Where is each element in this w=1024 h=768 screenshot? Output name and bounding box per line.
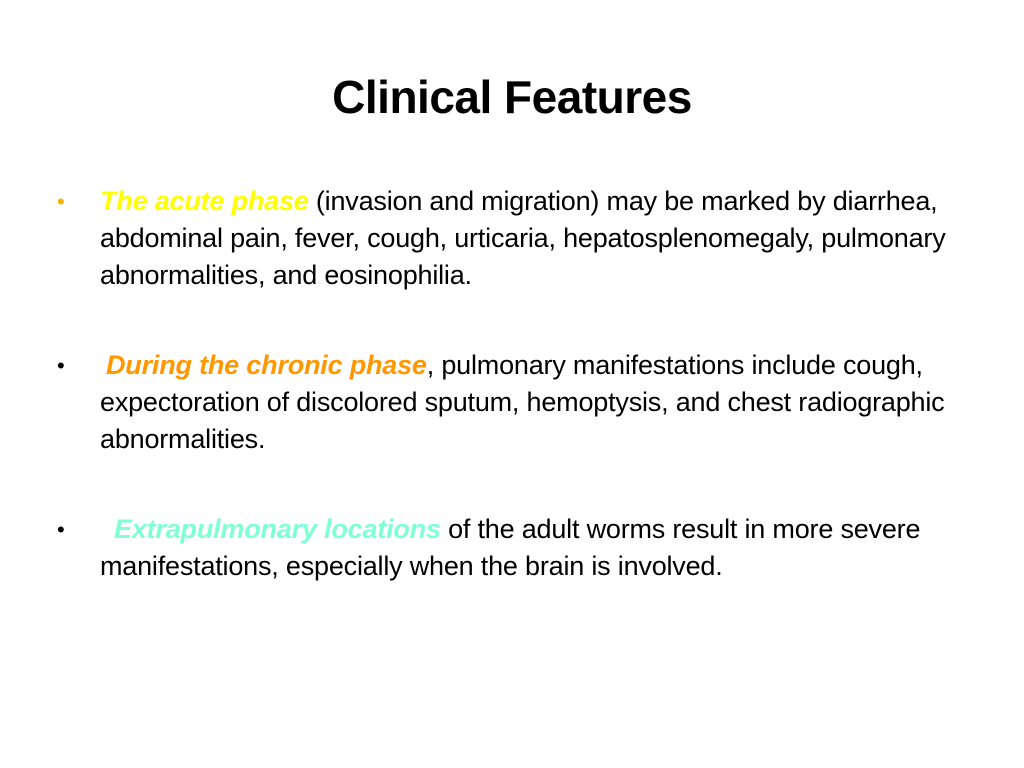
chronic-phase-text: , pulmonary manifestations include cough, expectoration of discolored sputum, hemoptysis, and chest radiographic abnormalities. — [100, 350, 945, 454]
bullet-marker: • — [57, 517, 65, 542]
bullet-marker: • — [57, 189, 65, 214]
bullet-extrapulmonary — [57, 511, 977, 585]
chronic-phase-heading: During the chronic phase — [106, 350, 427, 380]
acute-phase-text: (invasion and migration) may be marked by diarrhea, abdominal pain, fever, cough, urticaria, hepatosplenomegaly, pulmonary abnormalities, and eosinophilia. — [100, 186, 946, 290]
extrapulmonary-text: of the adult worms result in more severe manifestations, especially when the brain is involved. — [100, 514, 921, 581]
acute-phase-heading: The acute phase — [100, 186, 309, 216]
bullet-chronic-phase — [57, 347, 977, 458]
bullet-marker: • — [57, 353, 65, 378]
bullet-acute-phase — [57, 183, 977, 294]
bullet-list — [57, 183, 977, 585]
slide-title: Clinical Features — [332, 71, 692, 123]
extrapulmonary-heading: Extrapulmonary locations — [114, 514, 441, 544]
